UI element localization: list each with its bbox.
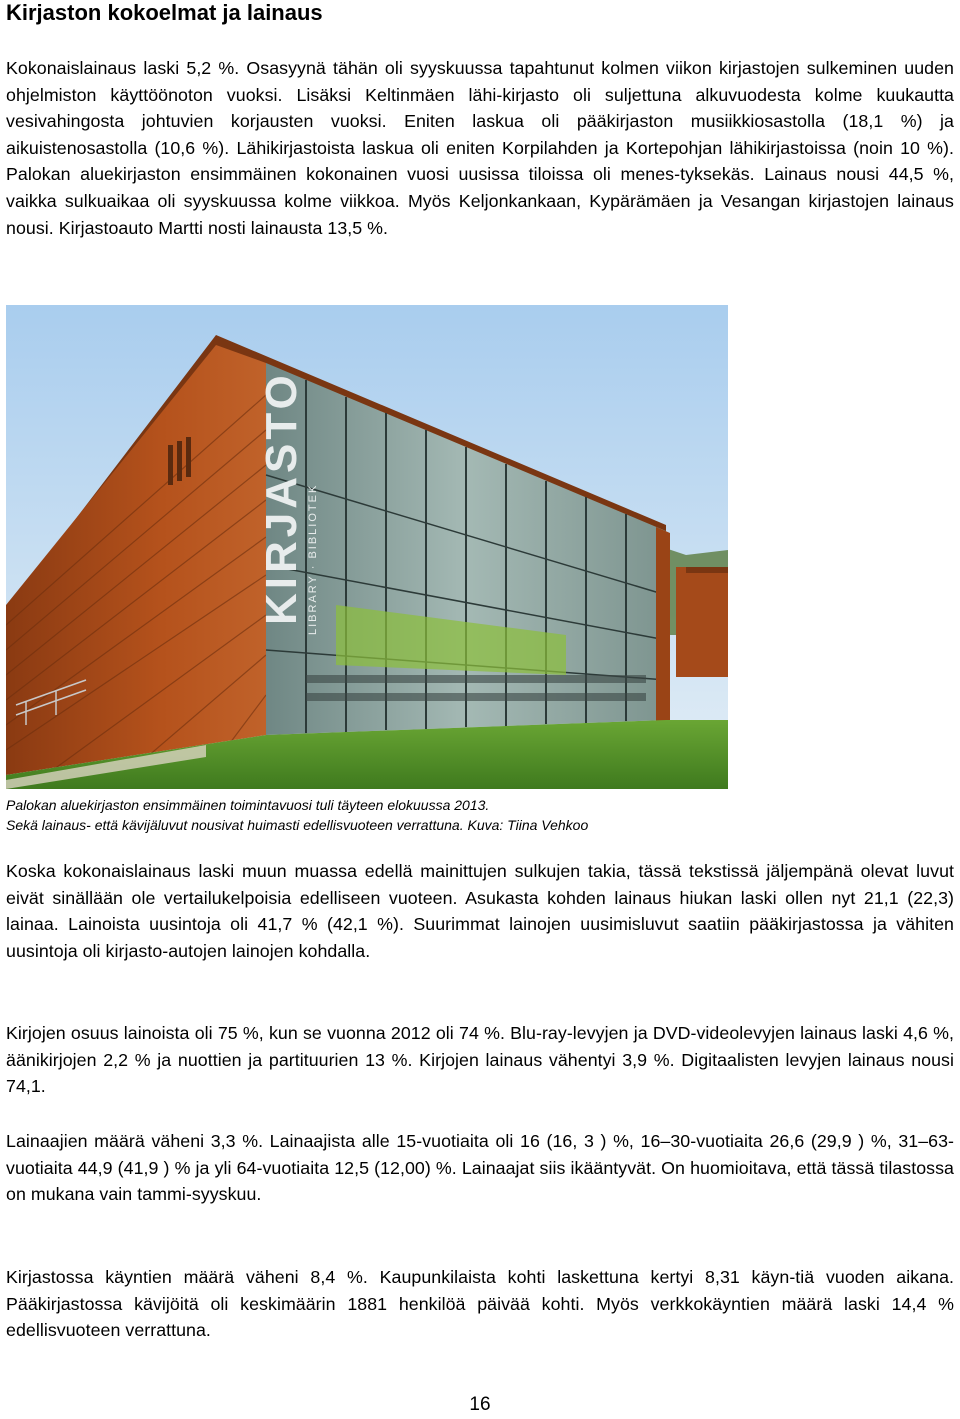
paragraph-material-types: Kirjojen osuus lainoista oli 75 %, kun se vuonna 2012 oli 74 %. Blu-ray-levyjen ja DVD-videolevyjen lainaus laski 4,6 %, äänikirjojen 2,2 % ja nuottien ja partituurien 13 %. Kirjojen lainaus vähentyi 3,9 %. Digitaalisten levyjen lainaus nousi 74,1. xyxy=(6,1023,954,1097)
paragraph-lending-overview: Kokonaislainaus laski 5,2 %. Osasyynä tähän oli syyskuussa tapahtunut kolmen viikon kirjastojen sulkeminen uuden ohjelmiston käyttöönoton vuoksi. Lisäksi Keltinmäen lähi-kirjasto oli suljettuna alkuvuodesta kolme kuukautta vesivahingosta johtuvien korjausten vuoksi. Eniten laskua oli pääkirjaston musiikkiosastolla (18,1 %) ja aikuistenosastolla (10,6 %). Lähikirjastoista laskua oli eniten Korpilahden ja Kortepohjan lähikirjastoissa (noin 10 %). Palokan aluekirjaston ensimmäinen kokonainen vuosi uusissa tiloissa oli menes-tyksekäs. Lainaus nousi 44,5 %, vaikka sulkuaikaa oli syyskuussa kolme viikkoa. Myös Keljonkankaan, Kypärämäen ja Vesangan kirjastojen lainaus nousi. Kirjastoauto Martti nosti lainausta 13,5 %. xyxy=(6,58,954,238)
paragraph-visits: Kirjastossa käyntien määrä väheni 8,4 %. Kaupunkilaista kohti laskettuna kertyi 8,31 käyn-tiä vuoden aikana. Pääkirjastossa kävijöitä oli keskimäärin 1881 henkilöä päivää kohti. Myös verkkokäyntien määrä laski 14,4 % edellisvuoteen verrattuna. xyxy=(6,1267,954,1341)
distant-building xyxy=(676,567,728,677)
library-building-photo xyxy=(6,305,728,789)
caption-line-2: Sekä lainaus- että kävijäluvut nousivat huimasti edellisvuoteen verrattuna. Kuva: Tiina Vehkoo xyxy=(6,817,589,833)
photo-caption xyxy=(6,795,954,835)
paragraph-comparability: Koska kokonaislainaus laski muun muassa edellä mainittujen sulkujen takia, tässä tekstissä jäljempänä olevat luvut eivät sinällään ole vertailukelpoisia edelliseen vuoteen. Asukasta kohden lainaus hiukan laski ollen nyt 21,1 (22,3) lainaa. Lainoista uusintoja oli 41,7 % (42,1 %). Suurimmat lainojen uusimisluvut saatiin pääkirjastossa ja vähiten uusintoja oli kirjasto-autojen lainojen kohdalla. xyxy=(6,861,954,961)
sign-library: LIBRARY · BIBLIOTEK xyxy=(307,483,319,635)
caption-line-1: Palokan aluekirjaston ensimmäinen toimintavuosi tuli täyteen elokuussa 2013. xyxy=(6,797,490,813)
sign-kirjasto: KIRJASTO xyxy=(257,371,306,625)
page-number: 16 xyxy=(469,1394,491,1415)
section-heading: Kirjaston kokoelmat ja lainaus xyxy=(6,0,323,25)
paragraph-borrowers: Lainaajien määrä väheni 3,3 %. Lainaajista alle 15-vuotiaita oli 16 (16, 3 ) %, 16–30-vuotiaita 26,6 (29,9 ) %, 31–63-vuotiaita 44,9 (41,9 ) % ja yli 64-vuotiaita 12,5 (12,00) %. Lainaajat siis ikääntyvät. On huomioitava, että tässä tilastossa on mukana vain tammi-syyskuu. xyxy=(6,1131,954,1205)
